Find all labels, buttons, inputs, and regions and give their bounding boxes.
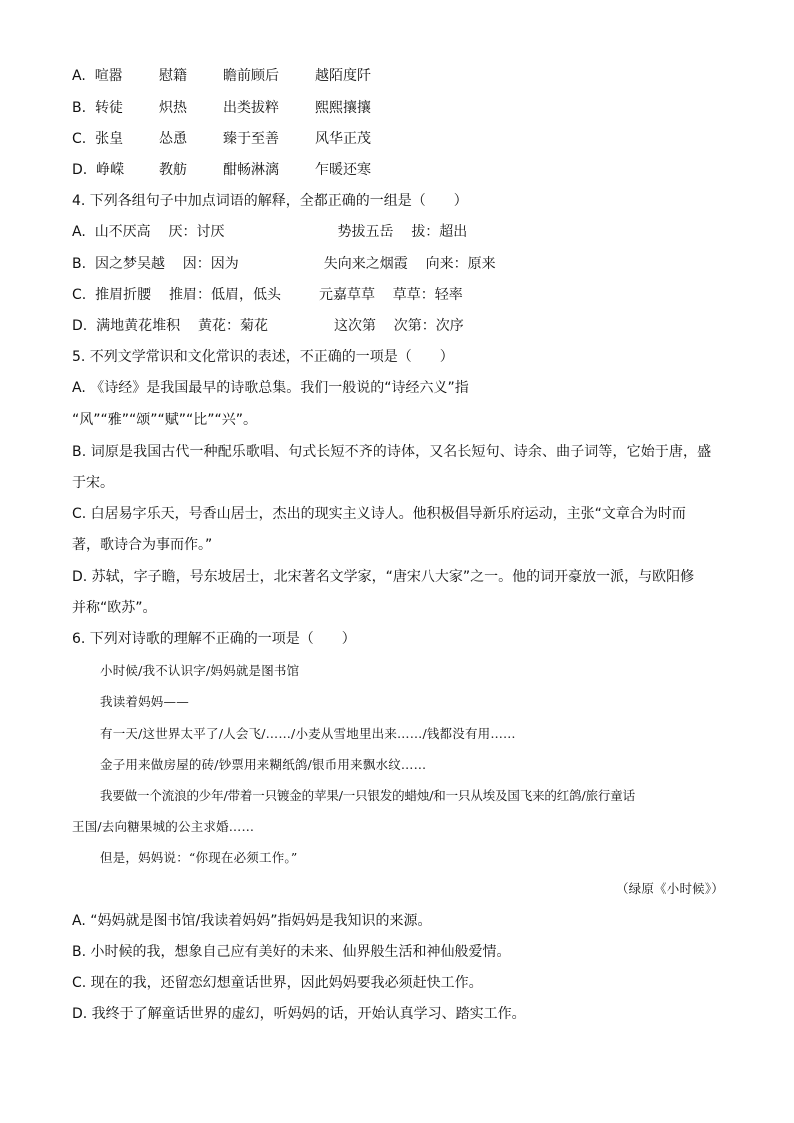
option-word: 酣畅淋漓 xyxy=(223,162,279,178)
poem-line: 但是，妈妈说：“你现在必须工作。” xyxy=(100,850,298,865)
option-letter-and-word: D. 峥嵘 xyxy=(72,162,125,178)
option-word: 瞻前顾后 xyxy=(223,68,279,84)
option-letter-and-word: A. 喧嚣 xyxy=(72,68,123,84)
q4-stem: 4. 下列各组句子中加点词语的解释，全都正确的一组是（ ） xyxy=(72,193,468,209)
option-letter-and-word: B. 转徒 xyxy=(72,100,123,116)
q5-option-b-line1: B. 词原是我国古代一种配乐歌唱、句式长短不齐的诗体，又名长短句、诗余、曲子词等，它始于唐，盛 xyxy=(72,444,712,460)
poem-line: 小时候/我不认识字/妈妈就是图书馆 xyxy=(100,663,300,678)
option-word: 慰籍 xyxy=(159,68,187,84)
q5-option-a-line1: A. 《诗经》是我国最早的诗歌总集。我们一般说的“诗经六义”指 xyxy=(72,380,469,396)
q4-option-a: A. 山不厌高 厌：讨厌 势拔五岳 拔：超出 xyxy=(72,224,468,240)
option-word: 教舫 xyxy=(159,162,187,178)
q5-option-d-line1: D. 苏轼，字子瞻，号东坡居士，北宋著名文学家，“唐宋八大家”之一。他的词开豪放一派，与欧阳修 xyxy=(72,569,695,585)
option-word: 熙熙攘攘 xyxy=(315,100,371,116)
q6-option-d: D. 我终于了解童话世界的虚幻，听妈妈的话，开始认真学习、踏实工作。 xyxy=(72,1006,526,1022)
q5-option-a-line2: “风”“雅”“颂”“赋”“比”“兴”。 xyxy=(72,412,258,428)
q5-option-c-line2: 著，歌诗合为事而作。” xyxy=(72,537,213,553)
poem-line: 我要做一个流浪的少年/带着一只镀金的苹果/一只银发的蜡烛/和一只从埃及国飞来的红鸽/旅行童话 xyxy=(100,788,635,803)
option-word: 出类拔粹 xyxy=(223,100,279,116)
q3-option-d xyxy=(72,161,371,179)
poem-line: 有一天/这世界太平了/人会飞/……/小麦从雪地里出来……/钱都没有用…… xyxy=(100,726,516,741)
poem-line: 金子用来做房屋的砖/钞票用来糊纸鸽/银币用来飘水纹…… xyxy=(100,757,427,772)
option-word: 臻于至善 xyxy=(223,131,279,147)
poem-line: 我读着妈妈—— xyxy=(100,694,189,709)
q6-option-b: B. 小时候的我，想象自己应有美好的未来、仙界般生活和神仙般爱情。 xyxy=(72,944,511,960)
q3-option-a xyxy=(72,67,371,85)
poem-source: （绿原《小时候》） xyxy=(615,881,724,896)
option-word: 风华正茂 xyxy=(315,131,371,147)
q3-option-c xyxy=(72,130,371,148)
option-word: 炽热 xyxy=(159,100,187,116)
option-letter-and-word: C. 张皇 xyxy=(72,131,124,147)
q3-option-b xyxy=(72,99,371,117)
q5-option-c-line1: C. 白居易字乐天，号香山居士，杰出的现实主义诗人。他积极倡导新乐府运动，主张“文章合为时而 xyxy=(72,506,686,522)
option-word: 乍暖还寒 xyxy=(315,162,371,178)
q4-option-c: C. 推眉折腰 推眉：低眉，低头 元嘉草草 草草：轻率 xyxy=(72,287,463,303)
option-word: 怂恿 xyxy=(159,131,187,147)
q4-option-b: B. 因之梦吴越 因：因为 失向来之烟霞 向来：原来 xyxy=(72,256,496,272)
q6-option-c: C. 现在的我，还留恋幻想童话世界，因此妈妈要我必须赶快工作。 xyxy=(72,975,483,991)
poem-line: 王国/去向糖果城的公主求婚…… xyxy=(72,819,255,834)
q6-stem: 6. 下列对诗歌的理解不正确的一项是（ ） xyxy=(72,631,356,647)
q6-option-a: A. “妈妈就是图书馆/我读着妈妈”指妈妈是我知识的来源。 xyxy=(72,913,432,929)
q5-option-d-line2: 并称“欧苏”。 xyxy=(72,600,157,616)
q5-stem: 5. 不列文学常识和文化常识的表述，不正确的一项是（ ） xyxy=(72,349,454,365)
option-word: 越陌度阡 xyxy=(315,68,371,84)
q4-option-d: D. 满地黄花堆积 黄花：菊花 这次第 次第：次序 xyxy=(72,318,464,334)
q5-option-b-line2: 于宋。 xyxy=(72,475,114,491)
